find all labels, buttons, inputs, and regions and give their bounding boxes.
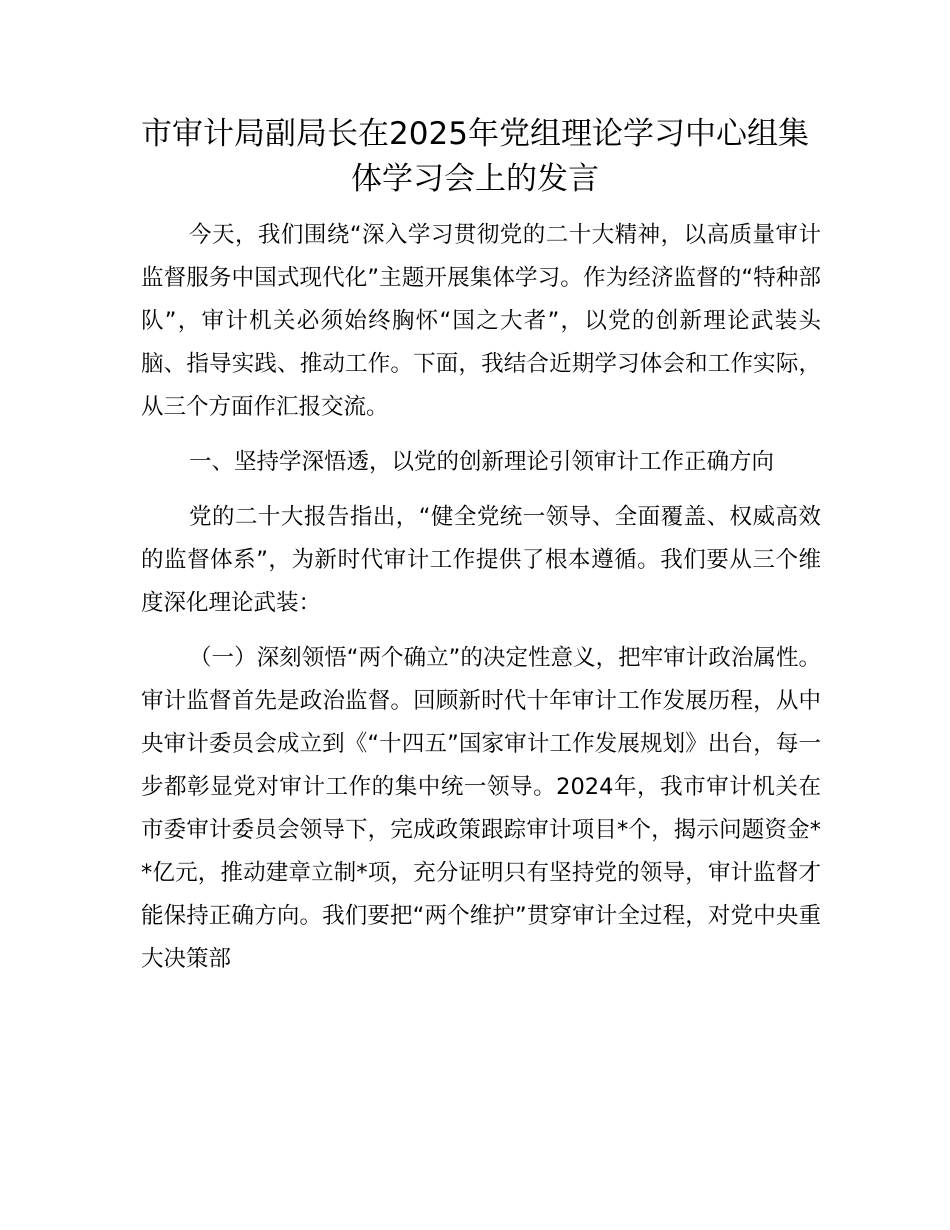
paragraph-section-1: 党的二十大报告指出，“健全党统一领导、全面覆盖、权威高效的监督体系”，为新时代审计工作提供了根本遵循。我们要从三个维度深化理论武装： [141, 504, 821, 616]
paragraph-subsection-1: （一）深刻领悟“两个确立”的决定性意义，把牢审计政治属性。审计监督首先是政治监督。回顾新时代十年审计工作发展历程，从中央审计委员会成立到《“十四五”国家审计工作发展规划》出台，每一步都彰显党对审计工作的集中统一领导。2024年，我市审计机关在市委审计委员会领导下，完成政策跟踪审计项目*个，揭示问题资金**亿元，推动建章立制*项，充分证明只有坚持党的领导，审计监督才能保持正确方向。我们要把“两个维护”贯穿审计全过程，对党中央重大决策部 [141, 645, 821, 972]
section-heading-1: 一、坚持学深悟透，以党的创新理论引领审计工作正确方向 [189, 449, 775, 475]
document-title: 市审计局副局长在2025年党组理论学习中心组集体学习会上的发言 [141, 116, 809, 197]
document-body [141, 214, 821, 981]
paragraph-intro: 今天，我们围绕“深入学习贯彻党的二十大精神，以高质量审计监督服务中国式现代化”主题开展集体学习。作为经济监督的“特种部队”，审计机关必须始终胸怀“国之大者”，以党的创新理论武装头脑、指导实践、推动工作。下面，我结合近期学习体会和工作实际，从三个方面作汇报交流。 [141, 222, 821, 420]
